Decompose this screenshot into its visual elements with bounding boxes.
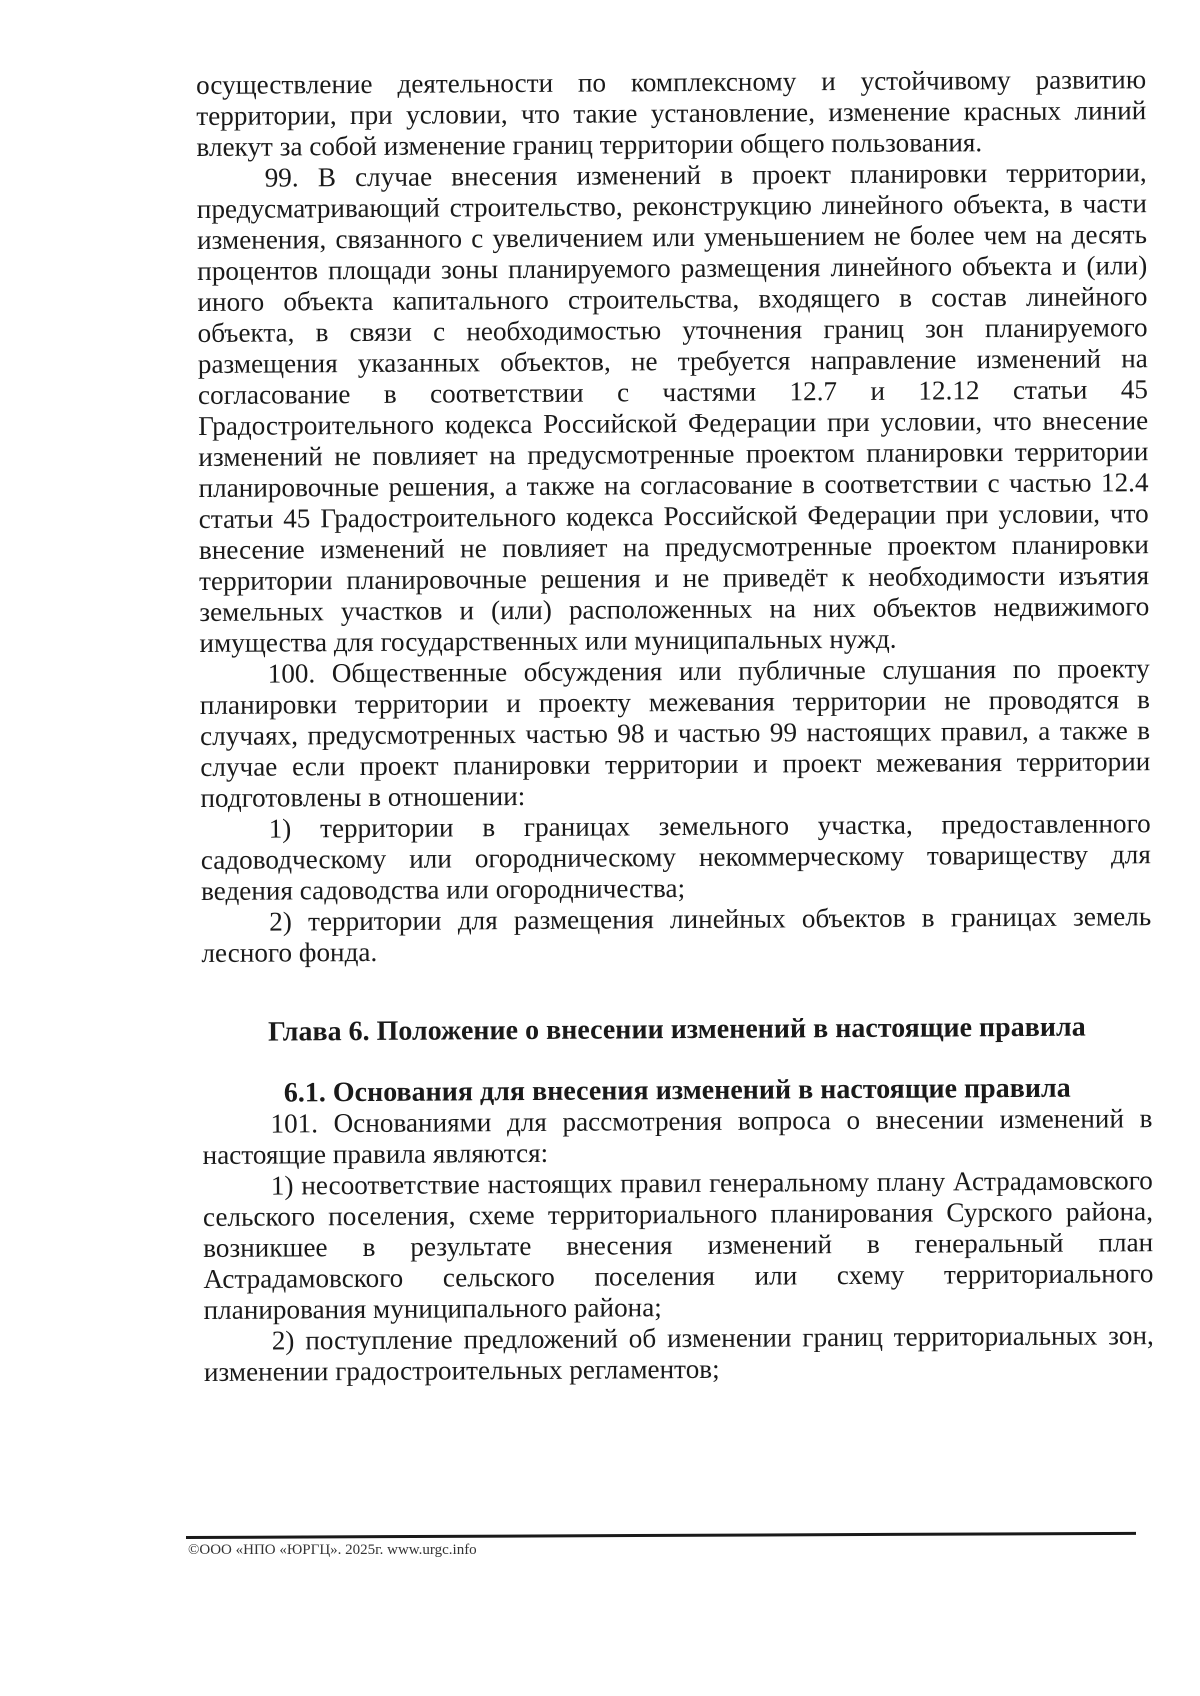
paragraph-continuation: осуществление деятельности по комплексному и устойчивому развитию территории, при условии, что такие установление, изменение красных линий влекут за собой изменение границ территории общего пользования. [196,64,1147,162]
chapter-heading: Глава 6. Положение о внесении изменений в настоящие правила [267,1011,1086,1048]
footer-divider [186,1532,1136,1539]
document-page [196,64,1154,1388]
footer-copyright: ©ООО «НПО «ЮРГЦ». 2025г. www.urgc.info [188,1542,477,1558]
paragraph-100: 100. Общественные обсуждения или публичные слушания по проекту планировки территории и проекту межевания территории не проводятся в случаях, предусмотренных частью 98 и частью 99 настоящих правил, а также в случае если проект планировки территории и проект межевания территории подготовлены в отношении: [199,653,1151,813]
section-heading: 6.1. Основания для внесения изменений в настоящие правила [283,1072,1071,1109]
list-item-1: 1) территории в границах земельного участка, предоставленного садоводческому или огородническому некоммерческому товариществу для ведения садоводства или огородничества; [200,808,1151,906]
list-item-101-2: 2) поступление предложений об изменении границ территориальных зон, изменении градостроительных регламентов; [203,1320,1154,1387]
list-item-2: 2) территории для размещения линейных объектов в границах земель лесного фонда. [201,901,1152,968]
paragraph-99: 99. В случае внесения изменений в проект планировки территории, предусматривающий строительство, реконструкцию линейного объекта, в части изменения, связанного с увеличением или уменьшением не более чем на десять процентов площади зоны планируемого размещения линейного объекта и (или) иного объекта капитального строительства, входящего в состав линейного объекта, в связи с необходимостью уточнения границ зон планируемого размещения указанных объектов, не требуется направление изменений на согласование в соответствии с частями 12.7 и 12.12 статьи 45 Градостроительного кодекса Российской Федерации при условии, что внесение изменений не повлияет на предусмотренные проектом планировки территории планировочные решения, а также на согласование в соответствии с частью 12.4 статьи 45 Градостроительного кодекса Российской Федерации при условии, что внесение изменений не повлияет на предусмотренные проектом планировки территории планировочные решения и не приведёт к необходимости изъятия земельных участков и (или) расположенных на них объектов недвижимого имущества для государственных или муниципальных нужд. [196,157,1150,658]
paragraph-101: 101. Основаниями для рассмотрения вопроса о внесении изменений в настоящие правила являются: [202,1103,1153,1170]
list-item-101-1: 1) несоответствие настоящих правил генеральному плану Астрадамовского сельского поселения, схеме территориального планирования Сурского района, возникшее в результате внесения изменений в генеральный план Астрадамовского сельского поселения или схему территориального планирования муниципального района; [202,1165,1154,1325]
